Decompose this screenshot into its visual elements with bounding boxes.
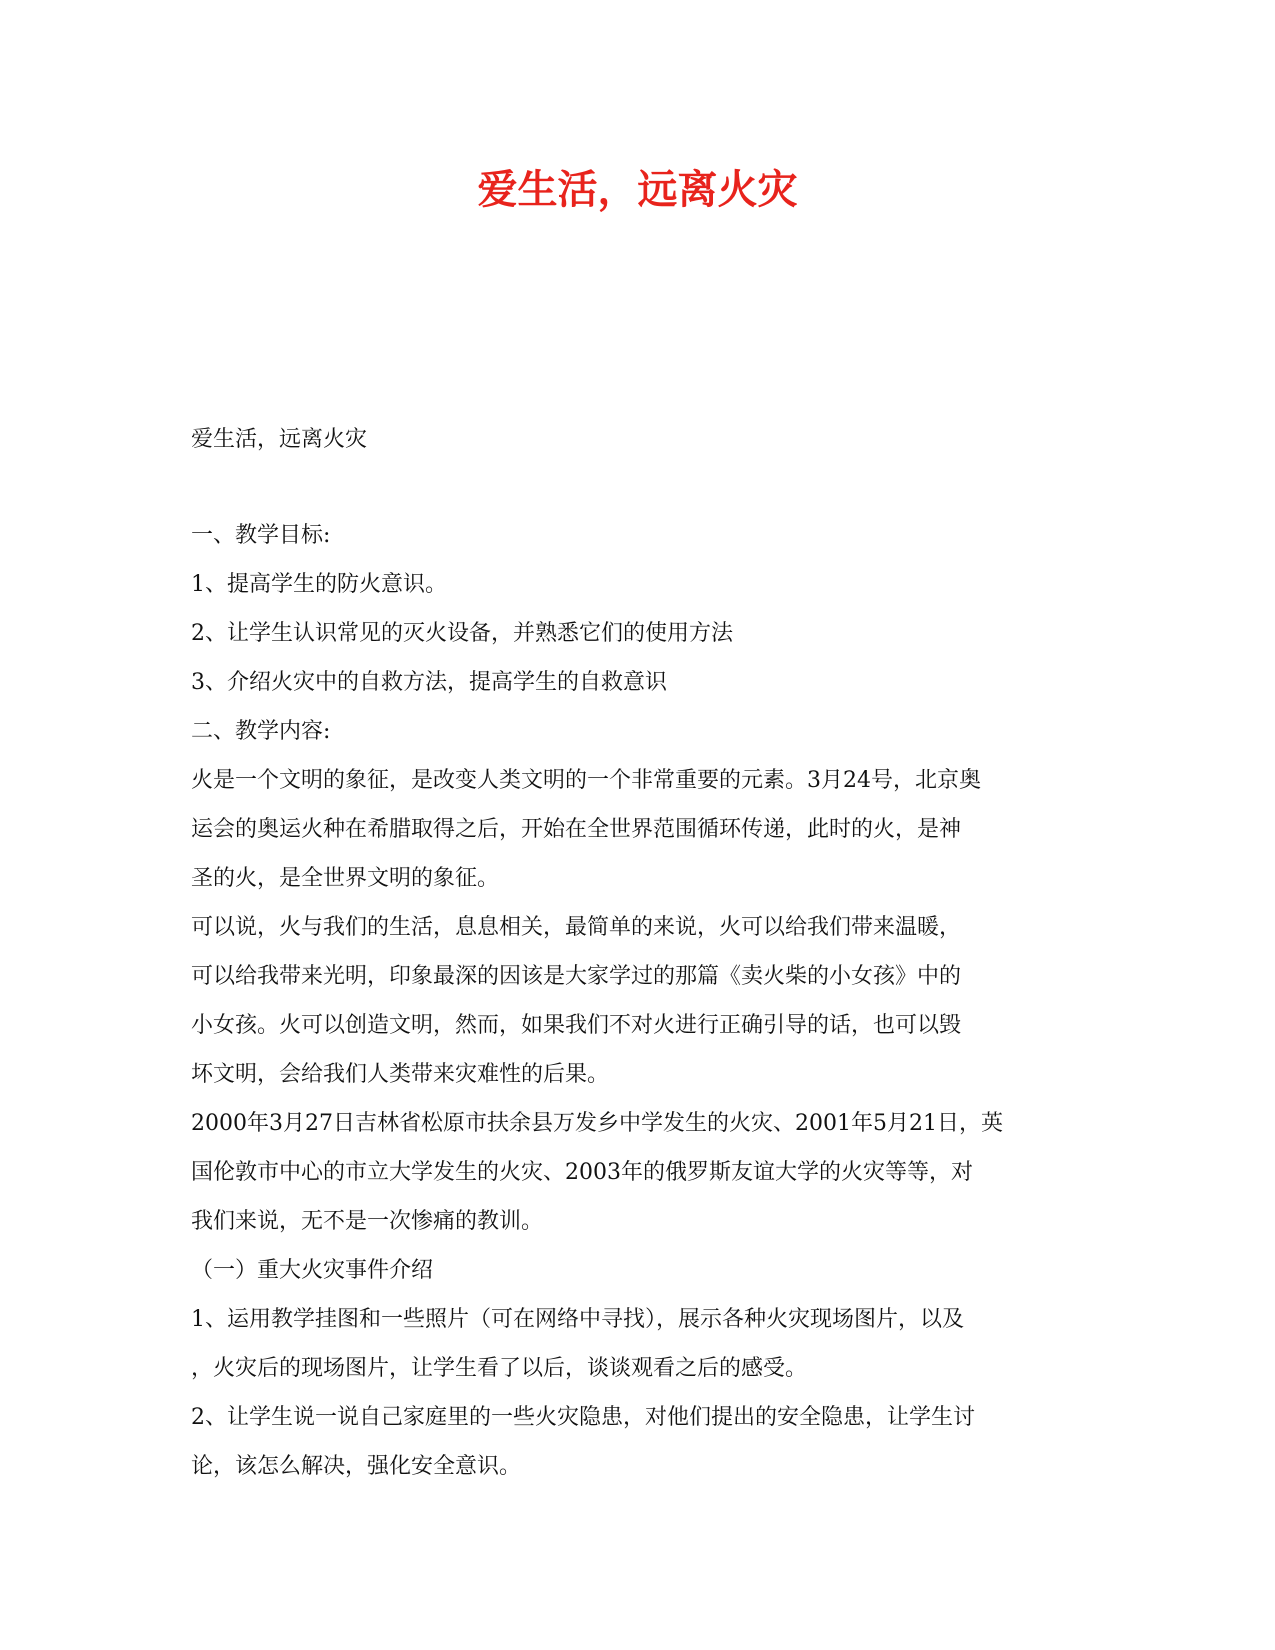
paragraph-line: 我们来说，无不是一次惨痛的教训。 — [191, 1209, 544, 1234]
paragraph-line: 运会的奥运火种在希腊取得之后，开始在全世界范围循环传递，此时的火，是神 — [191, 817, 962, 842]
section-heading-objectives: 一、教学目标: — [191, 523, 331, 548]
paragraph-line: 小女孩。火可以创造文明，然而，如果我们不对火进行正确引导的话，也可以毁 — [191, 1013, 962, 1038]
paragraph-line: 坏文明，会给我们人类带来灾难性的后果。 — [191, 1062, 610, 1087]
paragraph-line: 可以给我带来光明，印象最深的因该是大家学过的那篇《卖火柴的小女孩》中的 — [191, 964, 962, 989]
list-item-line: 1、运用教学挂图和一些照片（可在网络中寻找），展示各种火灾现场图片，以及 — [191, 1307, 964, 1332]
section-heading-content: 二、教学内容: — [191, 719, 331, 744]
list-item-line: 论，该怎么解决，强化安全意识。 — [191, 1454, 522, 1479]
paragraph-line: 圣的火，是全世界文明的象征。 — [191, 866, 500, 891]
objective-item-1: 1、提高学生的防火意识。 — [191, 572, 447, 597]
subsection-heading: （一）重大火灾事件介绍 — [191, 1258, 434, 1283]
paragraph-line: 国伦敦市中心的市立大学发生的火灾、2003年的俄罗斯友谊大学的火灾等等，对 — [191, 1160, 973, 1185]
body-subtitle: 爱生活，远离火灾 — [191, 427, 368, 452]
list-item-line: ，火灾后的现场图片，让学生看了以后，谈谈观看之后的感受。 — [191, 1356, 808, 1381]
objective-item-3: 3、介绍火灾中的自救方法，提高学生的自救意识 — [191, 670, 667, 695]
document-body — [191, 425, 1091, 1501]
paragraph-line: 可以说，火与我们的生活，息息相关，最简单的来说，火可以给我们带来温暖， — [191, 915, 962, 940]
document-title: 爱生活，远离火灾 — [477, 166, 798, 213]
objective-item-2: 2、让学生认识常见的灭火设备，并熟悉它们的使用方法 — [191, 621, 733, 646]
list-item-line: 2、让学生说一说自己家庭里的一些火灾隐患，对他们提出的安全隐患，让学生讨 — [191, 1405, 975, 1430]
paragraph-line: 火是一个文明的象征，是改变人类文明的一个非常重要的元素。3月24号，北京奥 — [191, 768, 981, 793]
paragraph-line: 2000年3月27日吉林省松原市扶余县万发乡中学发生的火灾、2001年5月21日，英 — [191, 1111, 1003, 1136]
